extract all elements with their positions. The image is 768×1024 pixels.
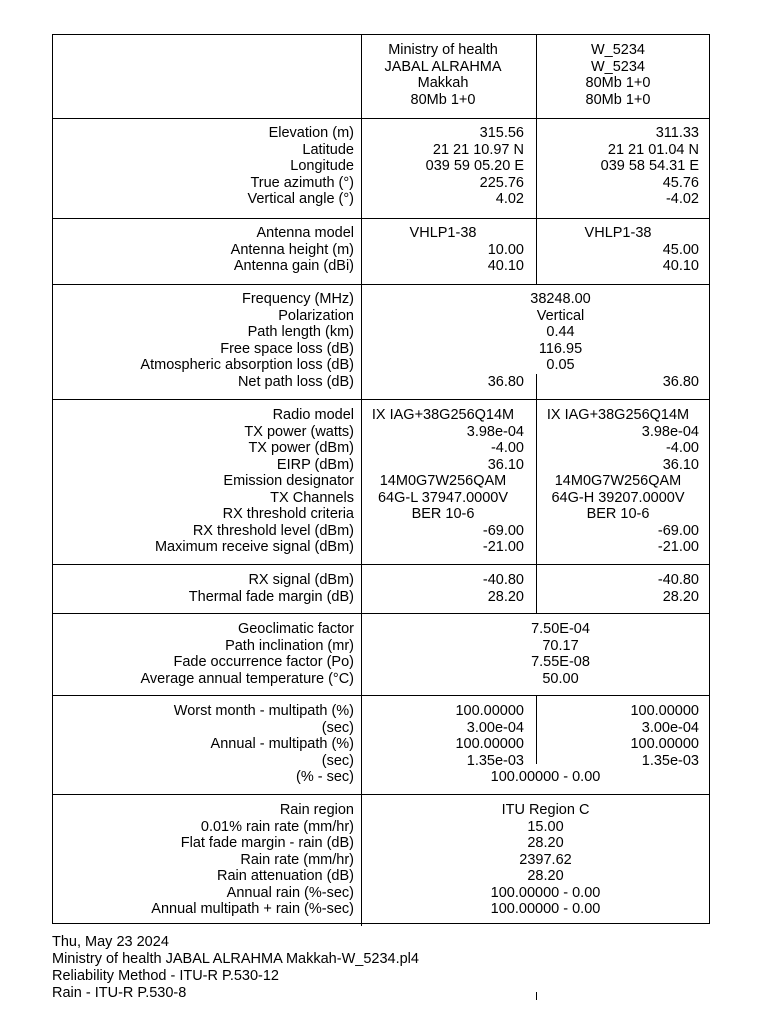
antenna-site-a: VHLP1-38 10.00 40.10 [409,225,524,274]
report-date: Thu, May 23 2024 [52,934,169,950]
report-filename: Ministry of health JABAL ALRAHMA Makkah-W_5234.pl4 [52,951,419,967]
radio-section [53,399,709,564]
antenna-labels: Antenna model Antenna height (m) Antenna gain (dBi) [230,225,354,274]
rain-method: Rain - ITU-R P.530-8 [52,985,187,1001]
tick-mark [536,992,537,1000]
signal-section [53,564,709,613]
net-loss-site-a: 36.80 [487,373,524,390]
radio-site-a: IX IAG+38G256Q14M 3.98e-04 -4.00 36.10 14M0G7W256QAM 64G-L 37947.0000V BER 10-6 -69.00 -21.00 [371,407,524,555]
site-a-header: Ministry of health JABAL ALRAHMA Makkah 80Mb 1+0 [384,42,502,108]
climate-values: 7.50E-04 70.17 7.55E-08 50.00 [531,621,590,687]
geo-labels: Elevation (m) Latitude Longitude True azimuth (°) Vertical angle (°) [247,125,354,207]
geo-site-b: 311.33 21 21 01.04 N 039 58 54.31 E 45.76 -4.02 [600,125,699,207]
path-values: 38248.00 Vertical 0.44 116.95 0.05 [530,291,591,373]
geo-section [53,118,709,218]
antenna-section [53,218,709,284]
site-b-header: W_5234 W_5234 80Mb 1+0 80Mb 1+0 [585,42,651,108]
antenna-site-b: VHLP1-38 45.00 40.10 [584,225,699,274]
signal-site-a: -40.80 28.20 [482,572,524,605]
header-section [53,35,709,118]
climate-labels: Geoclimatic factor Path inclination (mr) Fade occurrence factor (Po) Average annual temperature (°C) [140,621,354,687]
multipath-labels: Worst month - multipath (%) (sec) Annual - multipath (%) (sec) (% - sec) [173,703,354,785]
geo-site-a: 315.56 21 21 10.97 N 039 59 05.20 E 225.76 4.02 [425,125,524,207]
radio-labels: Radio model TX power (watts) TX power (dBm) EIRP (dBm) Emission designator TX Channels RX threshold criteria RX threshold level (dBm) Maximum receive signal (dBm) [154,407,354,555]
radio-site-b: IX IAG+38G256Q14M 3.98e-04 -4.00 36.10 14M0G7W256QAM 64G-H 39207.0000V BER 10-6 -69.00 -21.00 [546,407,699,555]
multipath-site-a: 100.00000 3.00e-04 100.00000 1.35e-03 [455,703,524,769]
net-loss-site-b: 36.80 [662,373,699,390]
rain-section [53,794,709,925]
rain-labels: Rain region 0.01% rain rate (mm/hr) Flat fade margin - rain (dB) Rain rate (mm/hr) Rain attenuation (dB) Annual rain (%-sec) Annual multipath + rain (%-sec) [151,802,354,917]
rain-values: ITU Region C 15.00 28.20 2397.62 28.20 100.00000 - 0.00 100.00000 - 0.00 [490,802,601,917]
report-footer [52,934,419,1002]
reliability-method: Reliability Method - ITU-R P.530-12 [52,968,279,984]
multipath-site-b: 100.00000 3.00e-04 100.00000 1.35e-03 [630,703,699,769]
signal-site-b: -40.80 28.20 [657,572,699,605]
multipath-combined: 100.00000 - 0.00 [490,769,601,785]
multipath-section [53,695,709,794]
link-report-table [52,34,710,924]
path-section [53,284,709,399]
path-labels: Frequency (MHz) Polarization Path length (km) Free space loss (dB) Atmospheric absorption loss (dB) Net path loss (dB) [140,291,354,390]
signal-labels: RX signal (dBm) Thermal fade margin (dB) [188,572,354,605]
climate-section [53,613,709,695]
